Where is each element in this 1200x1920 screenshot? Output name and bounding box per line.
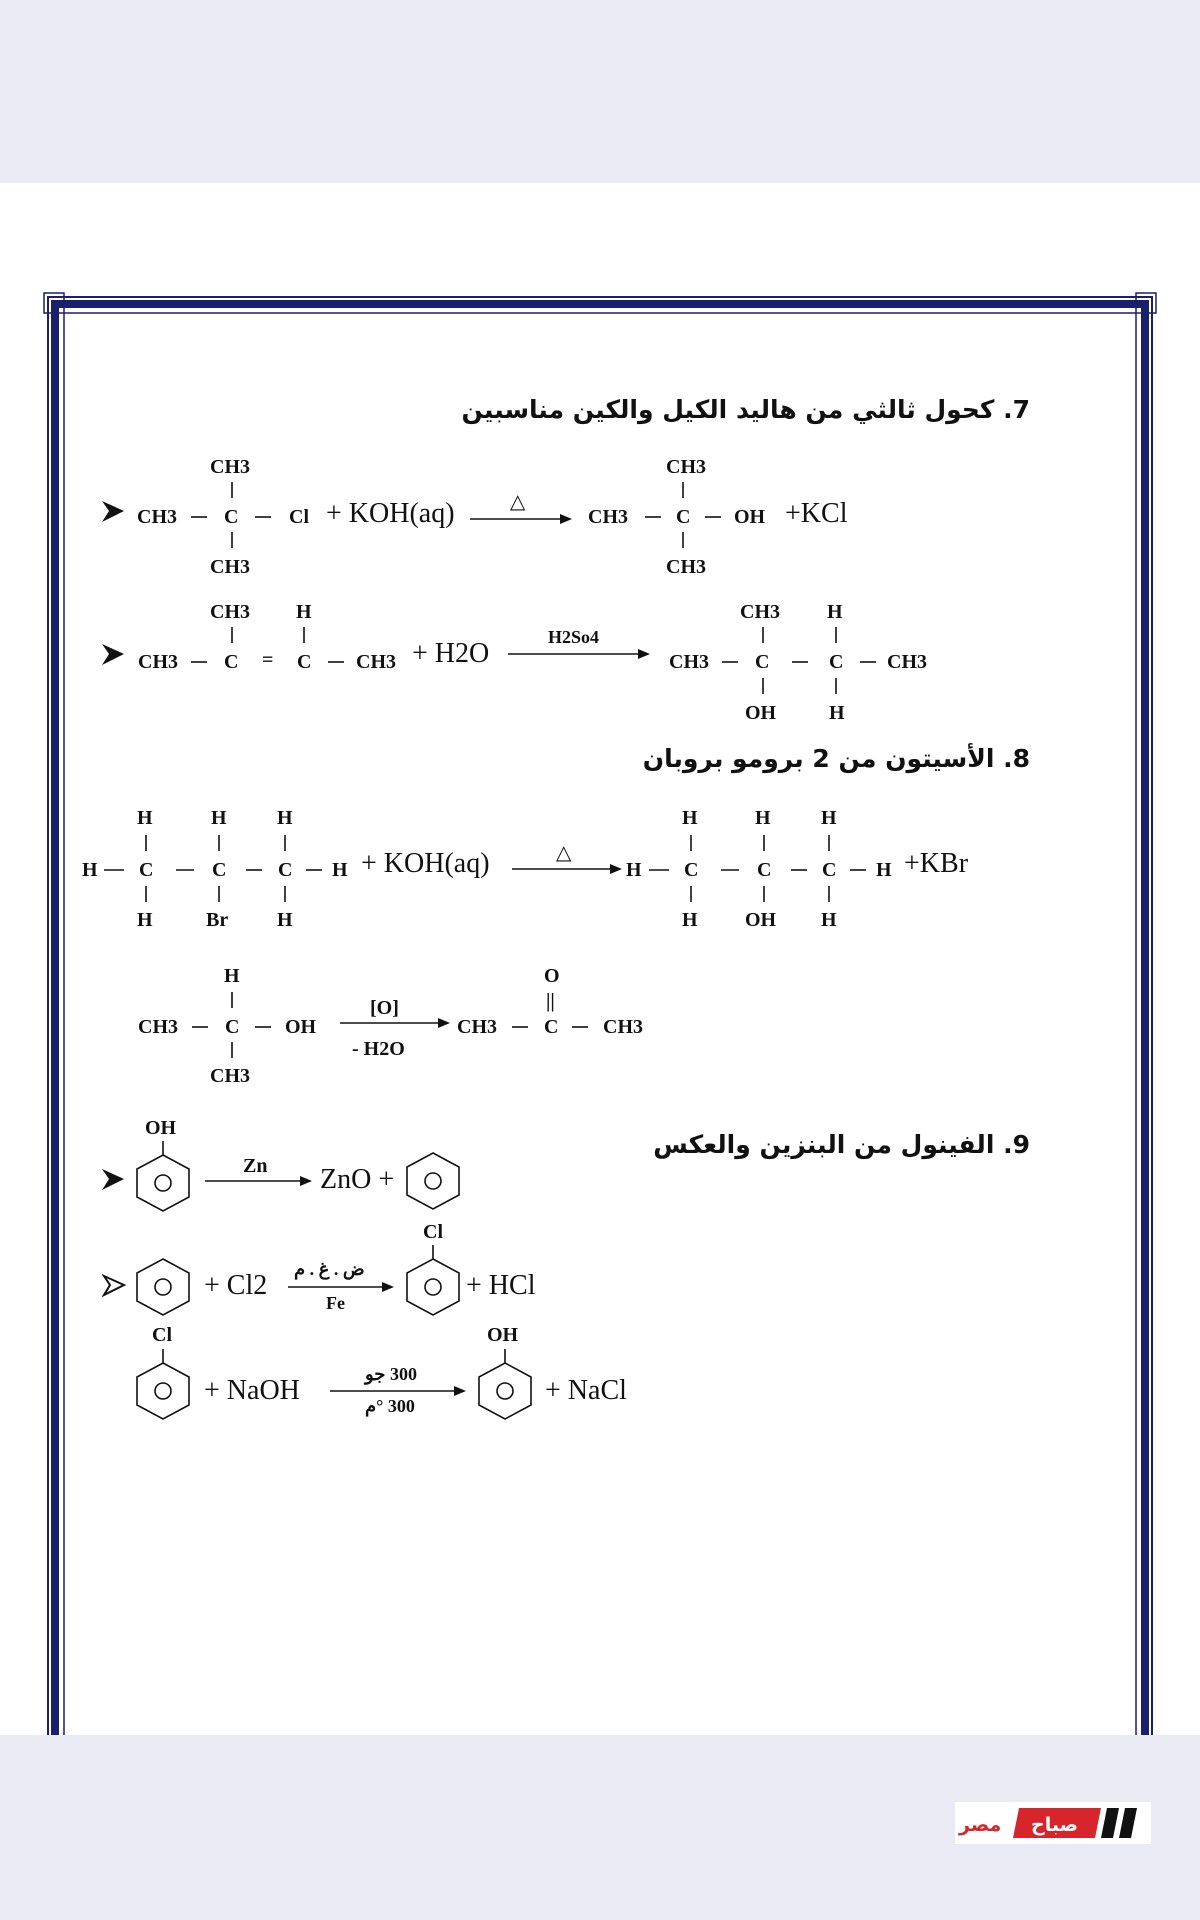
r3-condition: △	[556, 842, 572, 864]
arrowhead	[382, 1282, 394, 1292]
r1-product-top: CH3	[666, 456, 706, 478]
r4-product-center: C	[544, 1016, 559, 1038]
r3-byproduct: +KBr	[904, 848, 969, 879]
r3-product-c3: C	[822, 859, 837, 881]
arrowhead	[454, 1386, 466, 1396]
r3-product-bottom-1: H	[682, 909, 698, 931]
r1-product-bottom: CH3	[666, 556, 706, 578]
r7-byproduct: + NaCl	[545, 1375, 627, 1406]
r3-reactant-bottom-1: H	[137, 909, 153, 931]
r2-product-right: CH3	[887, 651, 927, 673]
r7-condition-top: 300 جو	[365, 1364, 417, 1384]
r3-reactant-top-2: H	[211, 807, 227, 829]
r1-reactant-right: Cl	[289, 506, 309, 528]
r2-product-c1: C	[755, 651, 770, 673]
benzene-ring-chlorobenzene-r7	[137, 1349, 189, 1419]
r3-reactant-top-3: H	[277, 807, 293, 829]
arrowhead	[438, 1018, 450, 1028]
r3-product-left: H	[626, 859, 642, 881]
r6-reagent: + Cl2	[204, 1270, 268, 1301]
r3-product-c1: C	[684, 859, 699, 881]
r4-reactant-top: H	[224, 965, 240, 987]
r1-reagent: + KOH(aq)	[326, 498, 455, 529]
r2-product-bottom1: OH	[745, 702, 777, 724]
arrowhead	[638, 649, 650, 659]
r3-product-bottom-2: OH	[745, 909, 777, 931]
r4-product-double-bond: ||	[546, 990, 555, 1012]
r7-condition-bottom: 300 °م	[365, 1396, 415, 1416]
r3-product-top-2: H	[755, 807, 771, 829]
r2-product-left: CH3	[669, 651, 709, 673]
benzene-ring-phenol	[137, 1141, 189, 1211]
benzene-ring-product-r5	[407, 1153, 459, 1209]
section-9-title: 9. الفينول من البنزين والعكس	[653, 1130, 1030, 1159]
r2-product-bottom2: H	[829, 702, 845, 724]
r3-reactant-c2: C	[212, 859, 227, 881]
r6-substituent: Cl	[423, 1221, 443, 1243]
r3-product-c2: C	[757, 859, 772, 881]
logo-word-masr: مصر	[959, 1814, 1002, 1836]
r2-reagent: + H2O	[412, 638, 490, 669]
r3-reactant-top-1: H	[137, 807, 153, 829]
r7-substituent: Cl	[152, 1324, 172, 1346]
r3-reactant-right: H	[332, 859, 348, 881]
r2-reactant-c1: C	[224, 651, 239, 673]
r2-reactant-right: CH3	[356, 651, 396, 673]
r5-condition: Zn	[243, 1155, 268, 1177]
r3-reactant-bottom-2: Br	[206, 909, 229, 931]
r3-product-top-3: H	[821, 807, 837, 829]
r4-reactant-left: CH3	[138, 1016, 178, 1038]
r2-reactant-eq: =	[262, 649, 274, 671]
r7-product-substituent: OH	[487, 1324, 519, 1346]
r7-reagent: + NaOH	[204, 1375, 300, 1406]
r1-reactant-center: C	[224, 506, 239, 528]
r3-reagent: + KOH(aq)	[361, 848, 490, 879]
r2-product-top1: CH3	[740, 601, 780, 623]
section-7-title: 7. كحول ثالثي من هاليد الكيل والكين مناسبين	[461, 395, 1030, 424]
r5-substituent: OH	[145, 1117, 177, 1139]
sabah-masr-logo	[955, 1802, 1151, 1849]
r4-condition-top: [O]	[370, 997, 399, 1019]
r4-condition-bottom: - H2O	[352, 1038, 405, 1060]
benzene-ring-r6-reactant	[137, 1259, 189, 1315]
r1-condition: △	[510, 491, 526, 513]
r1-byproduct: +KCl	[785, 498, 848, 529]
r4-reactant-right: OH	[285, 1016, 317, 1038]
r3-product-right: H	[876, 859, 892, 881]
arrowhead	[610, 864, 622, 874]
r2-reactant-left: CH3	[138, 651, 178, 673]
r5-products: ZnO +	[320, 1164, 395, 1195]
r4-reactant-bottom: CH3	[210, 1065, 250, 1087]
sabah-masr-logo-graphic	[955, 1802, 1151, 1844]
r3-reactant-c1: C	[139, 859, 154, 881]
r6-condition-top: ض . غ . م	[294, 1259, 365, 1279]
arrowhead	[300, 1176, 312, 1186]
benzene-ring-phenol-r7	[479, 1349, 531, 1419]
r6-byproduct: + HCl	[466, 1270, 536, 1301]
r2-reactant-top2: H	[296, 601, 312, 623]
r2-reactant-c2: C	[297, 651, 312, 673]
r2-reactant-top1: CH3	[210, 601, 250, 623]
logo-word-sabah: صباح	[1031, 1814, 1078, 1836]
r4-product-left: CH3	[457, 1016, 497, 1038]
r3-reactant-left: H	[82, 859, 98, 881]
arrowhead	[560, 514, 572, 524]
benzene-ring-chlorobenzene-r6	[407, 1245, 459, 1315]
r1-product-right: OH	[734, 506, 766, 528]
r3-reactant-bottom-3: H	[277, 909, 293, 931]
section-8-title: 8. الأسيتون من 2 برومو بروبان	[642, 744, 1030, 773]
r3-product-top-1: H	[682, 807, 698, 829]
r6-condition-bottom: Fe	[326, 1293, 345, 1313]
r4-product-top: O	[544, 965, 560, 987]
r3-reactant-c3: C	[278, 859, 293, 881]
r4-reactant-center: C	[225, 1016, 240, 1038]
r2-product-top2: H	[827, 601, 843, 623]
r3-product-bottom-3: H	[821, 909, 837, 931]
r1-product-left: CH3	[588, 506, 628, 528]
r2-condition: H2So4	[548, 627, 600, 647]
r4-product-right: CH3	[603, 1016, 643, 1038]
r1-product-center: C	[676, 506, 691, 528]
r1-reactant-left: CH3	[137, 506, 177, 528]
r2-product-c2: C	[829, 651, 844, 673]
r1-reactant-bottom: CH3	[210, 556, 250, 578]
r1-reactant-top: CH3	[210, 456, 250, 478]
